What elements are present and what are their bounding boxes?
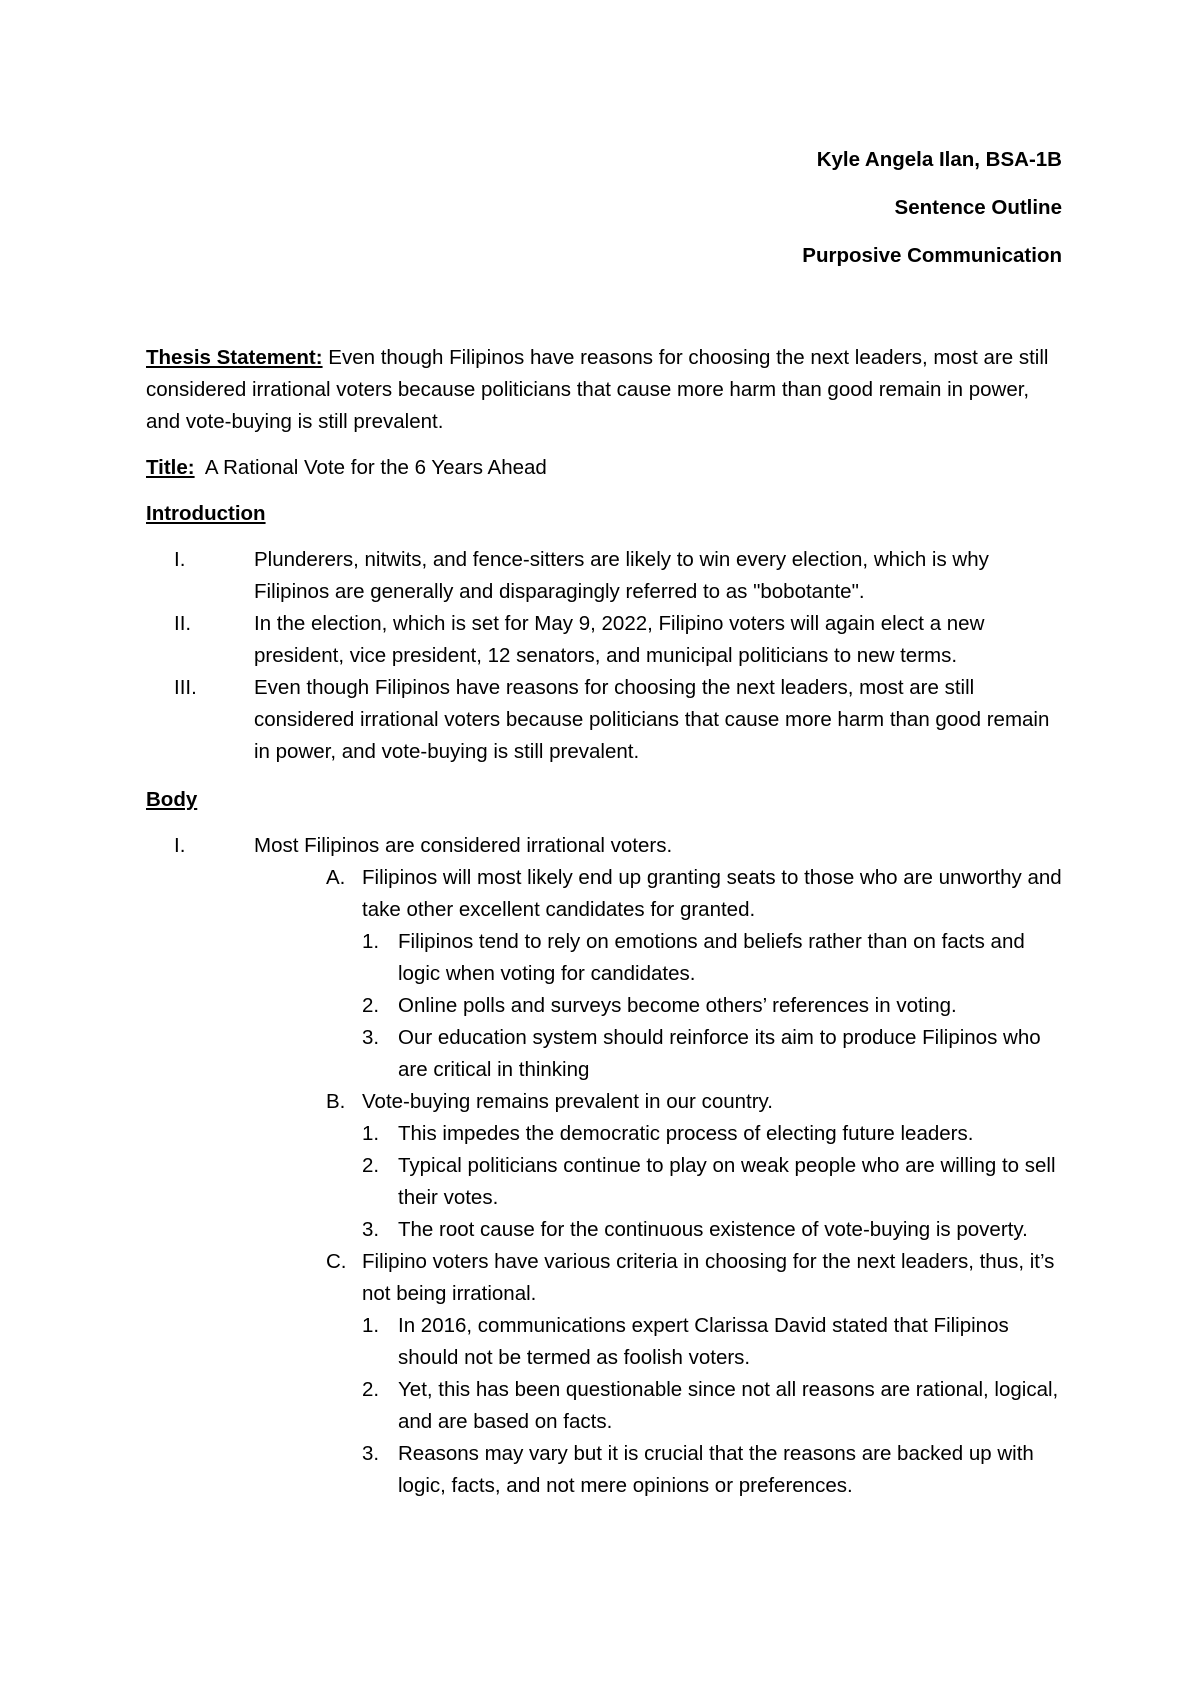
list-marker: I. [174, 548, 186, 571]
detail-item [362, 926, 1066, 990]
subpoint-text: Filipinos will most likely end up granting seats to those who are unworthy and take other excellent candidates for granted. [362, 866, 1062, 921]
document-body [146, 342, 1066, 1502]
detail-item [362, 1214, 1066, 1246]
thesis-statement [146, 342, 1066, 438]
subpoint-list [254, 862, 1066, 1502]
title-line [146, 452, 1066, 484]
detail-marker: 1. [362, 930, 380, 953]
subpoint-item [254, 1086, 1066, 1246]
detail-text: Yet, this has been questionable since not all reasons are rational, logical, and are based on facts. [398, 1378, 1059, 1433]
detail-marker: 2. [362, 994, 380, 1017]
detail-item [362, 1310, 1066, 1374]
detail-text: Typical politicians continue to play on weak people who are willing to sell their votes. [398, 1154, 1056, 1209]
thesis-text: Even though Filipinos have reasons for choosing the next leaders, most are still considered irrational voters because politicians that cause more harm than good remain in power, and vote-buying is still prevalent. [146, 346, 1049, 433]
introduction-heading: Introduction [146, 502, 266, 525]
detail-text: Filipinos tend to rely on emotions and beliefs rather than on facts and logic when voting for candidates. [398, 930, 1025, 985]
subpoint-marker: A. [326, 866, 346, 889]
detail-list [362, 926, 1066, 1086]
outline-type-line: Sentence Outline [894, 196, 1062, 219]
list-item [146, 672, 1066, 768]
detail-text: Reasons may vary but it is crucial that the reasons are backed up with logic, facts, and not mere opinions or preferences. [398, 1442, 1034, 1497]
list-item-text: Most Filipinos are considered irrational voters. [254, 834, 673, 857]
title-label: Title: [146, 456, 195, 479]
subpoint-marker: B. [326, 1090, 346, 1113]
detail-marker: 3. [362, 1026, 380, 1049]
list-item-text: Even though Filipinos have reasons for choosing the next leaders, most are still considered irrational voters because politicians that cause more harm than good remain in power, and vote-buying is still prevalent. [254, 676, 1050, 763]
list-item [146, 608, 1066, 672]
detail-item [362, 1150, 1066, 1214]
detail-text: Online polls and surveys become others’ references in voting. [398, 994, 957, 1017]
detail-marker: 3. [362, 1218, 380, 1241]
list-item [146, 544, 1066, 608]
title-text: A Rational Vote for the 6 Years Ahead [194, 456, 547, 479]
body-heading: Body [146, 788, 198, 811]
detail-marker: 2. [362, 1154, 380, 1177]
author-line: Kyle Angela Ilan, BSA-1B [816, 148, 1062, 171]
detail-text: This impedes the democratic process of electing future leaders. [398, 1122, 974, 1145]
subpoint-text: Filipino voters have various criteria in choosing for the next leaders, thus, it’s not being irrational. [362, 1250, 1055, 1305]
list-item-text: In the election, which is set for May 9, 2022, Filipino voters will again elect a new president, vice president, 12 senators, and municipal politicians to new terms. [254, 612, 985, 667]
detail-marker: 1. [362, 1314, 380, 1337]
subpoint-marker: C. [326, 1250, 347, 1273]
detail-marker: 3. [362, 1442, 380, 1465]
detail-item [362, 1022, 1066, 1086]
list-marker: II. [174, 612, 192, 635]
detail-text: In 2016, communications expert Clarissa David stated that Filipinos should not be termed as foolish voters. [398, 1314, 1009, 1369]
introduction-list [146, 544, 1066, 768]
course-line: Purposive Communication [802, 244, 1062, 267]
detail-item [362, 1438, 1066, 1502]
list-marker: I. [174, 834, 186, 857]
detail-list [362, 1310, 1066, 1502]
list-item-text: Plunderers, nitwits, and fence-sitters are likely to win every election, which is why Filipinos are generally and disparagingly referred to as "bobotante". [254, 548, 989, 603]
detail-text: The root cause for the continuous existence of vote-buying is poverty. [398, 1218, 1028, 1241]
thesis-label: Thesis Statement: [146, 346, 323, 369]
document-header [802, 148, 1062, 292]
detail-item [362, 1118, 1066, 1150]
detail-item [362, 990, 1066, 1022]
subpoint-item [254, 862, 1066, 1086]
detail-marker: 2. [362, 1378, 380, 1401]
subpoint-item [254, 1246, 1066, 1502]
list-item [146, 830, 1066, 1502]
detail-text: Our education system should reinforce its aim to produce Filipinos who are critical in thinking [398, 1026, 1041, 1081]
detail-item [362, 1374, 1066, 1438]
body-list [146, 830, 1066, 1502]
detail-marker: 1. [362, 1122, 380, 1145]
subpoint-text: Vote-buying remains prevalent in our country. [362, 1090, 773, 1113]
list-marker: III. [174, 676, 197, 699]
detail-list [362, 1118, 1066, 1246]
